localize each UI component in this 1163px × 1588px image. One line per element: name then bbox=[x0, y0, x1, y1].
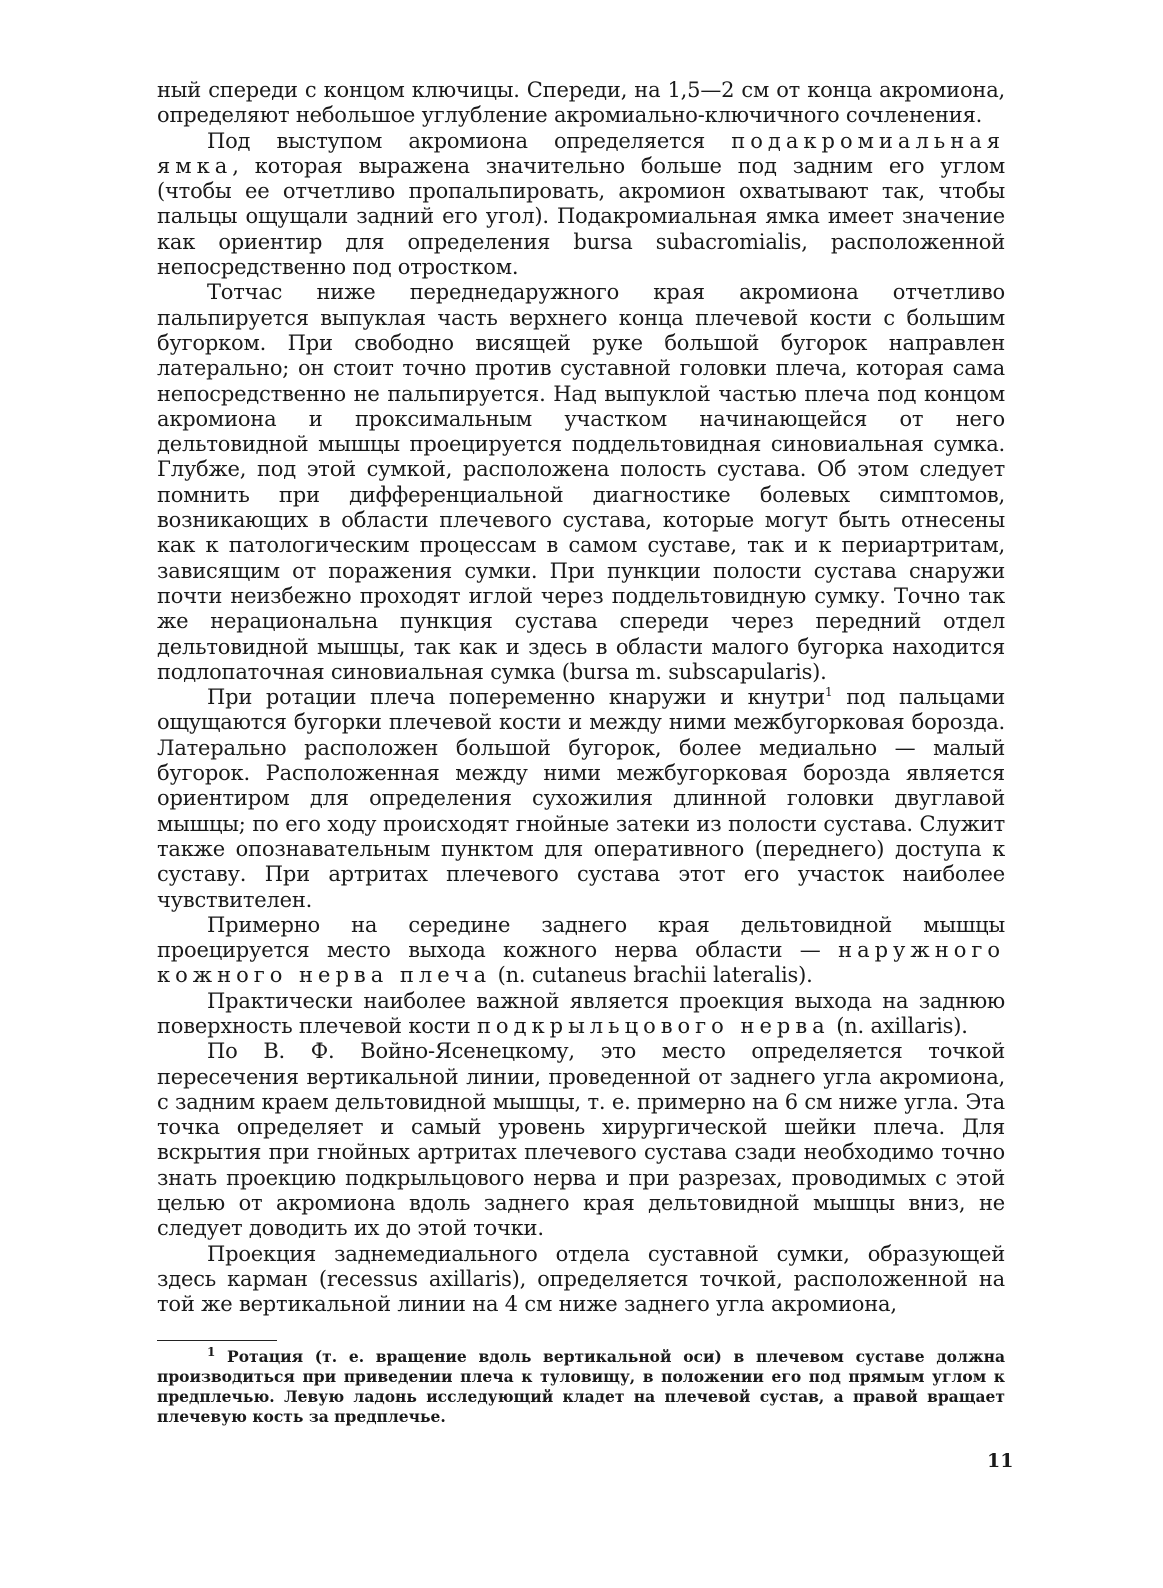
paragraph-text: Примерно на середине заднего края дельтовидной мышцы проецируется место выхода кожного нерва области — bbox=[157, 912, 1005, 963]
paragraph-text: , которая выражена значительно больше под задним его углом (чтобы ее отчетливо пропальпировать, акромион охватывают так, чтобы пальцы ощущали задний его угол). Подакромиальная ямка имеет значение как ориентир для определения bursa subacromialis, расположенной непосредственно под отростком. bbox=[157, 153, 1005, 280]
page-number: 11 bbox=[987, 1450, 1014, 1472]
footnote bbox=[157, 1344, 1005, 1427]
emphasized-term: подакромиальная ямка bbox=[157, 128, 1005, 178]
paragraph bbox=[157, 78, 1005, 129]
paragraph-text: (n. axillaris). bbox=[829, 1013, 968, 1038]
paragraph bbox=[157, 1242, 1005, 1318]
paragraph-text: Проекция заднемедиального отдела суставной сумки, образующей здесь карман (recessus axillaris), определяется точкой, расположенной на той же вертикальной линии на 4 см ниже заднего угла акромиона, bbox=[157, 1241, 1005, 1317]
page-body bbox=[157, 78, 1005, 1427]
paragraph bbox=[157, 989, 1005, 1040]
footnote-marker: 1 bbox=[207, 1344, 216, 1359]
footnote-text: Ротация (т. е. вращение вдоль вертикальной оси) в плечевом суставе должна производиться при приведении плеча к туловищу, в положении его под прямым углом к предплечью. Левую ладонь исследующий кладет на плечевой сустав, а правой вращает плечевую кость за предплечье. bbox=[157, 1346, 1005, 1426]
paragraph-text: Тотчас ниже переднедаружного края акромиона отчетливо пальпируется выпуклая часть верхнего конца плечевой кости с большим бугорком. При свободно висящей руке большой бугорок направлен латерально; он стоит точно против суставной головки плеча, которая сама непосредственно не пальпируется. Над выпуклой частью плеча под концом акромиона и проксимальным участком начинающейся от него дельтовидной мышцы проецируется поддельтовидная синовиальная сумка. Глубже, под этой сумкой, расположена полость сустава. Об этом следует помнить при дифференциальной диагностике болевых симптомов, возникающих в области плечевого сустава, которые могут быть отнесены как к патологическим процессам в самом суставе, так и к периартритам, зависящим от поражения сумки. При пункции полости сустава снаружи почти неизбежно проходят иглой через поддельтовидную сумку. Точно так же нерациональна пункция сустава спереди через передний отдел дельтовидной мышцы, так как и здесь в области малого бугорка находится подлопаточная синовиальная сумка (bursa m. subscapularis). bbox=[157, 280, 1005, 684]
paragraph-text: (n. cutaneus brachii lateralis). bbox=[491, 963, 813, 988]
paragraph bbox=[157, 913, 1005, 989]
paragraph bbox=[157, 280, 1005, 685]
paragraph-text: Практически наиболее важной является проекция выхода на заднюю поверхность плечевой кости bbox=[157, 988, 1005, 1038]
paragraph-text: Под выступом акромиона определяется bbox=[207, 128, 732, 153]
footnote-separator bbox=[157, 1340, 277, 1341]
emphasized-term: подкрыльцового нерва bbox=[476, 1013, 830, 1038]
footnote-reference: 1 bbox=[824, 685, 833, 700]
paragraph-text: По В. Ф. Войно-Ясенецкому, это место определяется точкой пересечения вертикальной линии, проведенной от заднего угла акромиона, с задним краем дельтовидной мышцы, т. е. примерно на 6 см ниже угла. Эта точка определяет и самый уровень хирургической шейки плеча. Для вскрытия при гнойных артритах плечевого сустава сзади необходимо точно знать проекцию подкрыльцового нерва и при разрезах, проводимых с этой целью от акромиона вдоль заднего края дельтовидной мышцы вниз, не следует доводить их до этой точки. bbox=[157, 1039, 1005, 1241]
paragraph-text: При ротации плеча попеременно кнаружи и кнутри bbox=[207, 685, 825, 710]
emphasized-term: наружного кожного нерва плеча bbox=[157, 938, 1005, 988]
paragraph-text: под пальцами ощущаются бугорки плечевой кости и между ними межбугорковая борозда. Латерально расположен большой бугорок, более медиально — малый бугорок. Расположенная между ними межбугорковая борозда является ориентиром для определения сухожилия длинной головки двуглавой мышцы; по его ходу происходят гнойные затеки из полости сустава. Служит также опознавательным пунктом для оперативного (переднего) доступа к суставу. При артритах плечевого сустава этот его участок наиболее чувствителен. bbox=[157, 685, 1005, 912]
paragraph bbox=[157, 1039, 1005, 1241]
paragraph-text: ный спереди с концом ключицы. Спереди, на 1,5—2 см от конца акромиона, определяют небольшое углубление акромиально-ключичного сочленения. bbox=[157, 78, 1005, 128]
paragraph bbox=[157, 685, 1005, 913]
paragraph bbox=[157, 129, 1005, 281]
